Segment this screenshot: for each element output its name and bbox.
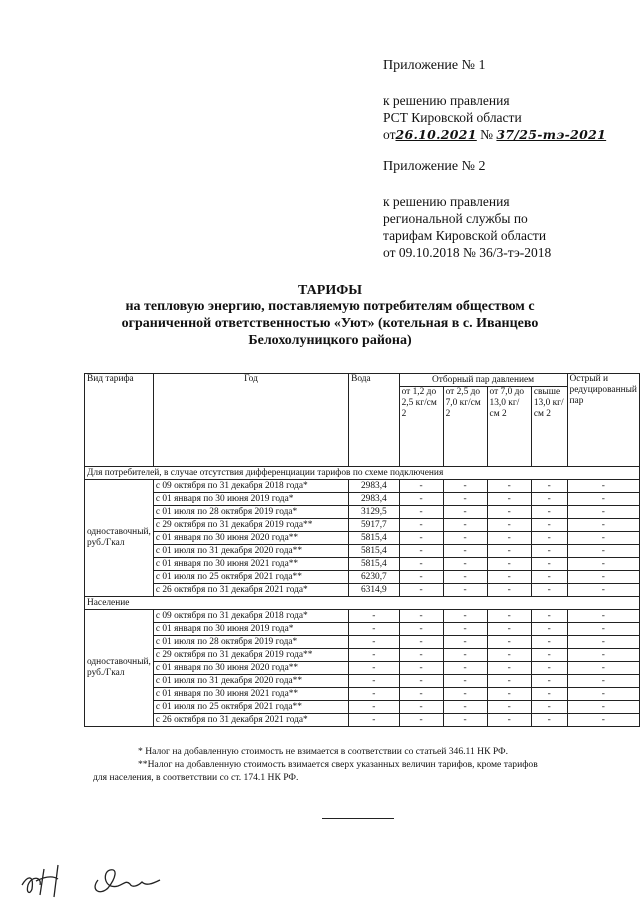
dash-cell: - <box>567 571 639 584</box>
dash-cell: - <box>531 675 567 688</box>
dash-cell: - <box>487 649 531 662</box>
water-value-cell: 6230,7 <box>349 571 400 584</box>
header-row <box>85 374 640 387</box>
dash-cell: - <box>487 545 531 558</box>
period-cell: с 01 июля по 31 декабря 2020 года** <box>153 675 348 688</box>
dash-cell: - <box>567 610 639 623</box>
dash-cell: - <box>567 532 639 545</box>
water-value-cell: 2983,4 <box>349 480 400 493</box>
separator-line <box>322 818 394 819</box>
note-vat-2a: **Налог на добавленную стоимость взимается сверх указанных величин тарифов, кроме тарифов <box>138 759 538 770</box>
section-label: Население <box>85 597 640 610</box>
water-value-cell: - <box>349 688 400 701</box>
dash-cell: - <box>487 610 531 623</box>
dash-cell: - <box>567 584 639 597</box>
dash-cell: - <box>531 714 567 727</box>
period-cell: с 01 июля по 28 октября 2019 года* <box>153 506 348 519</box>
dash-cell: - <box>567 623 639 636</box>
period-cell: с 01 июля по 25 октября 2021 года** <box>153 701 348 714</box>
dash-cell: - <box>443 493 487 506</box>
dash-cell: - <box>443 545 487 558</box>
appendix2-line4: от 09.10.2018 № 36/3-тэ-2018 <box>383 245 552 260</box>
dash-cell: - <box>399 519 443 532</box>
dash-cell: - <box>443 649 487 662</box>
dash-cell: - <box>531 519 567 532</box>
water-value-cell: - <box>349 662 400 675</box>
table-row <box>85 610 640 623</box>
dash-cell: - <box>399 701 443 714</box>
dash-cell: - <box>531 610 567 623</box>
dash-cell: - <box>487 623 531 636</box>
water-value-cell: 5815,4 <box>349 532 400 545</box>
date-prefix: от <box>383 127 396 142</box>
dash-cell: - <box>443 610 487 623</box>
dash-cell: - <box>531 532 567 545</box>
dash-cell: - <box>531 701 567 714</box>
dash-cell: - <box>399 506 443 519</box>
dash-cell: - <box>443 584 487 597</box>
section-population <box>85 597 640 727</box>
period-cell: с 01 января по 30 июня 2021 года** <box>153 558 348 571</box>
signature-mark-right <box>88 860 168 900</box>
dash-cell: - <box>531 688 567 701</box>
period-cell: с 01 июля по 28 октября 2019 года* <box>153 636 348 649</box>
water-value-cell: 5815,4 <box>349 558 400 571</box>
dash-cell: - <box>443 688 487 701</box>
appendix2-line3: тарифам Кировской области <box>383 228 547 243</box>
col-header-water: Вода <box>349 374 400 467</box>
period-cell: с 09 октября по 31 декабря 2018 года* <box>153 610 348 623</box>
dash-cell: - <box>567 636 639 649</box>
dash-cell: - <box>399 649 443 662</box>
dash-cell: - <box>487 506 531 519</box>
table-row <box>85 662 640 675</box>
period-cell: с 01 января по 30 июня 2019 года* <box>153 623 348 636</box>
period-cell: с 01 января по 30 июня 2020 года** <box>153 532 348 545</box>
dash-cell: - <box>567 519 639 532</box>
water-value-cell: - <box>349 623 400 636</box>
dash-cell: - <box>487 519 531 532</box>
subtitle-line1: на тепловую энергию, поставляемую потребителям обществом с <box>125 299 535 314</box>
dash-cell: - <box>531 662 567 675</box>
table-row <box>85 558 640 571</box>
dash-cell: - <box>487 662 531 675</box>
dash-cell: - <box>399 480 443 493</box>
table-row <box>85 636 640 649</box>
dash-cell: - <box>399 714 443 727</box>
dash-cell: - <box>487 493 531 506</box>
dash-cell: - <box>531 480 567 493</box>
col-header-p3: от 7,0 до 13,0 кг/см 2 <box>487 387 531 467</box>
table-row <box>85 506 640 519</box>
water-value-cell: 3129,5 <box>349 506 400 519</box>
dash-cell: - <box>399 675 443 688</box>
tariff-type-cell: одноставочный, руб./Гкал <box>85 610 154 727</box>
dash-cell: - <box>443 506 487 519</box>
dash-cell: - <box>487 558 531 571</box>
dash-cell: - <box>399 688 443 701</box>
number-prefix: № <box>480 127 494 142</box>
dash-cell: - <box>531 584 567 597</box>
dash-cell: - <box>399 662 443 675</box>
appendix1-line2: РСТ Кировской области <box>383 110 522 125</box>
water-value-cell: - <box>349 636 400 649</box>
subtitle-line2: ограниченной ответственностью «Уют» (котельная в с. Иванцево <box>121 316 539 331</box>
water-value-cell: - <box>349 610 400 623</box>
table-row <box>85 623 640 636</box>
dash-cell: - <box>443 571 487 584</box>
section-label: Для потребителей, в случае отсутствия дифференциации тарифов по схеме подключения <box>85 467 640 480</box>
note-vat-1: * Налог на добавленную стоимость не взимается в соответствии со статьей 346.11 НК РФ. <box>138 746 509 757</box>
dash-cell: - <box>399 558 443 571</box>
dash-cell: - <box>567 493 639 506</box>
col-header-p2: от 2,5 до 7,0 кг/см 2 <box>443 387 487 467</box>
period-cell: с 01 июля по 25 октября 2021 года** <box>153 571 348 584</box>
dash-cell: - <box>399 610 443 623</box>
col-header-type: Вид тарифа <box>85 374 154 467</box>
water-value-cell: 6314,9 <box>349 584 400 597</box>
table-row <box>85 532 640 545</box>
period-cell: с 01 июля по 31 декабря 2020 года** <box>153 545 348 558</box>
dash-cell: - <box>443 714 487 727</box>
dash-cell: - <box>531 571 567 584</box>
dash-cell: - <box>443 675 487 688</box>
dash-cell: - <box>487 714 531 727</box>
dash-cell: - <box>443 532 487 545</box>
decision-date: 26.10.2021 <box>395 127 477 142</box>
dash-cell: - <box>399 636 443 649</box>
period-cell: с 29 октября по 31 декабря 2019 года** <box>153 519 348 532</box>
col-header-steam: Отборный пар давлением <box>399 374 567 387</box>
tariff-type-cell: одноставочный, руб./Гкал <box>85 480 154 597</box>
dash-cell: - <box>531 649 567 662</box>
page-title: ТАРИФЫ <box>298 283 362 298</box>
dash-cell: - <box>399 493 443 506</box>
dash-cell: - <box>487 636 531 649</box>
dash-cell: - <box>567 558 639 571</box>
dash-cell: - <box>567 545 639 558</box>
water-value-cell: - <box>349 675 400 688</box>
dash-cell: - <box>399 545 443 558</box>
decision-number: 37/25-тэ-2021 <box>496 127 607 142</box>
appendix2-line2: региональной службы по <box>383 211 528 226</box>
dash-cell: - <box>443 480 487 493</box>
dash-cell: - <box>531 623 567 636</box>
period-cell: с 01 января по 30 июня 2020 года** <box>153 662 348 675</box>
dash-cell: - <box>567 662 639 675</box>
signature-mark-left <box>18 855 88 900</box>
dash-cell: - <box>487 480 531 493</box>
dash-cell: - <box>487 532 531 545</box>
water-value-cell: - <box>349 701 400 714</box>
dash-cell: - <box>443 623 487 636</box>
subtitle-line3: Белохолуницкого района) <box>248 333 412 348</box>
dash-cell: - <box>567 714 639 727</box>
tariff-table <box>84 373 640 727</box>
dash-cell: - <box>443 662 487 675</box>
table-row <box>85 675 640 688</box>
dash-cell: - <box>531 545 567 558</box>
dash-cell: - <box>399 571 443 584</box>
col-header-year: Год <box>153 374 348 467</box>
col-header-sharp-steam: Острый и редуцированный пар <box>567 374 639 467</box>
period-cell: с 01 января по 30 июня 2021 года** <box>153 688 348 701</box>
dash-cell: - <box>443 558 487 571</box>
dash-cell: - <box>567 480 639 493</box>
appendix2-line1: к решению правления <box>383 194 510 209</box>
dash-cell: - <box>399 623 443 636</box>
water-value-cell: 5815,4 <box>349 545 400 558</box>
table-row <box>85 649 640 662</box>
dash-cell: - <box>399 584 443 597</box>
appendix1-decision <box>383 126 606 143</box>
section-consumers <box>85 467 640 597</box>
period-cell: с 26 октября по 31 декабря 2021 года* <box>153 714 348 727</box>
note-vat-2b: для населения, в соответствии со ст. 174.1 НК РФ. <box>93 772 299 783</box>
water-value-cell: - <box>349 649 400 662</box>
period-cell: с 01 января по 30 июня 2019 года* <box>153 493 348 506</box>
dash-cell: - <box>567 688 639 701</box>
dash-cell: - <box>531 506 567 519</box>
dash-cell: - <box>487 701 531 714</box>
appendix1-title: Приложение № 1 <box>383 58 486 73</box>
dash-cell: - <box>487 571 531 584</box>
period-cell: с 09 октября по 31 декабря 2018 года* <box>153 480 348 493</box>
dash-cell: - <box>531 558 567 571</box>
table-row <box>85 571 640 584</box>
table-row <box>85 545 640 558</box>
dash-cell: - <box>443 519 487 532</box>
dash-cell: - <box>399 532 443 545</box>
dash-cell: - <box>487 688 531 701</box>
appendix1-line1: к решению правления <box>383 93 510 108</box>
dash-cell: - <box>567 506 639 519</box>
dash-cell: - <box>487 584 531 597</box>
dash-cell: - <box>567 649 639 662</box>
table-row <box>85 714 640 727</box>
dash-cell: - <box>531 636 567 649</box>
water-value-cell: 5917,7 <box>349 519 400 532</box>
table-row <box>85 480 640 493</box>
table-row <box>85 519 640 532</box>
table-row <box>85 701 640 714</box>
table-row <box>85 688 640 701</box>
dash-cell: - <box>443 701 487 714</box>
dash-cell: - <box>487 675 531 688</box>
dash-cell: - <box>531 493 567 506</box>
table-row <box>85 584 640 597</box>
period-cell: с 29 октября по 31 декабря 2019 года** <box>153 649 348 662</box>
dash-cell: - <box>567 675 639 688</box>
dash-cell: - <box>443 636 487 649</box>
appendix2-title: Приложение № 2 <box>383 159 486 174</box>
period-cell: с 26 октября по 31 декабря 2021 года* <box>153 584 348 597</box>
water-value-cell: 2983,4 <box>349 493 400 506</box>
dash-cell: - <box>567 701 639 714</box>
table-row <box>85 493 640 506</box>
water-value-cell: - <box>349 714 400 727</box>
col-header-p4: свыше 13,0 кг/см 2 <box>531 387 567 467</box>
col-header-p1: от 1,2 до 2,5 кг/см 2 <box>399 387 443 467</box>
